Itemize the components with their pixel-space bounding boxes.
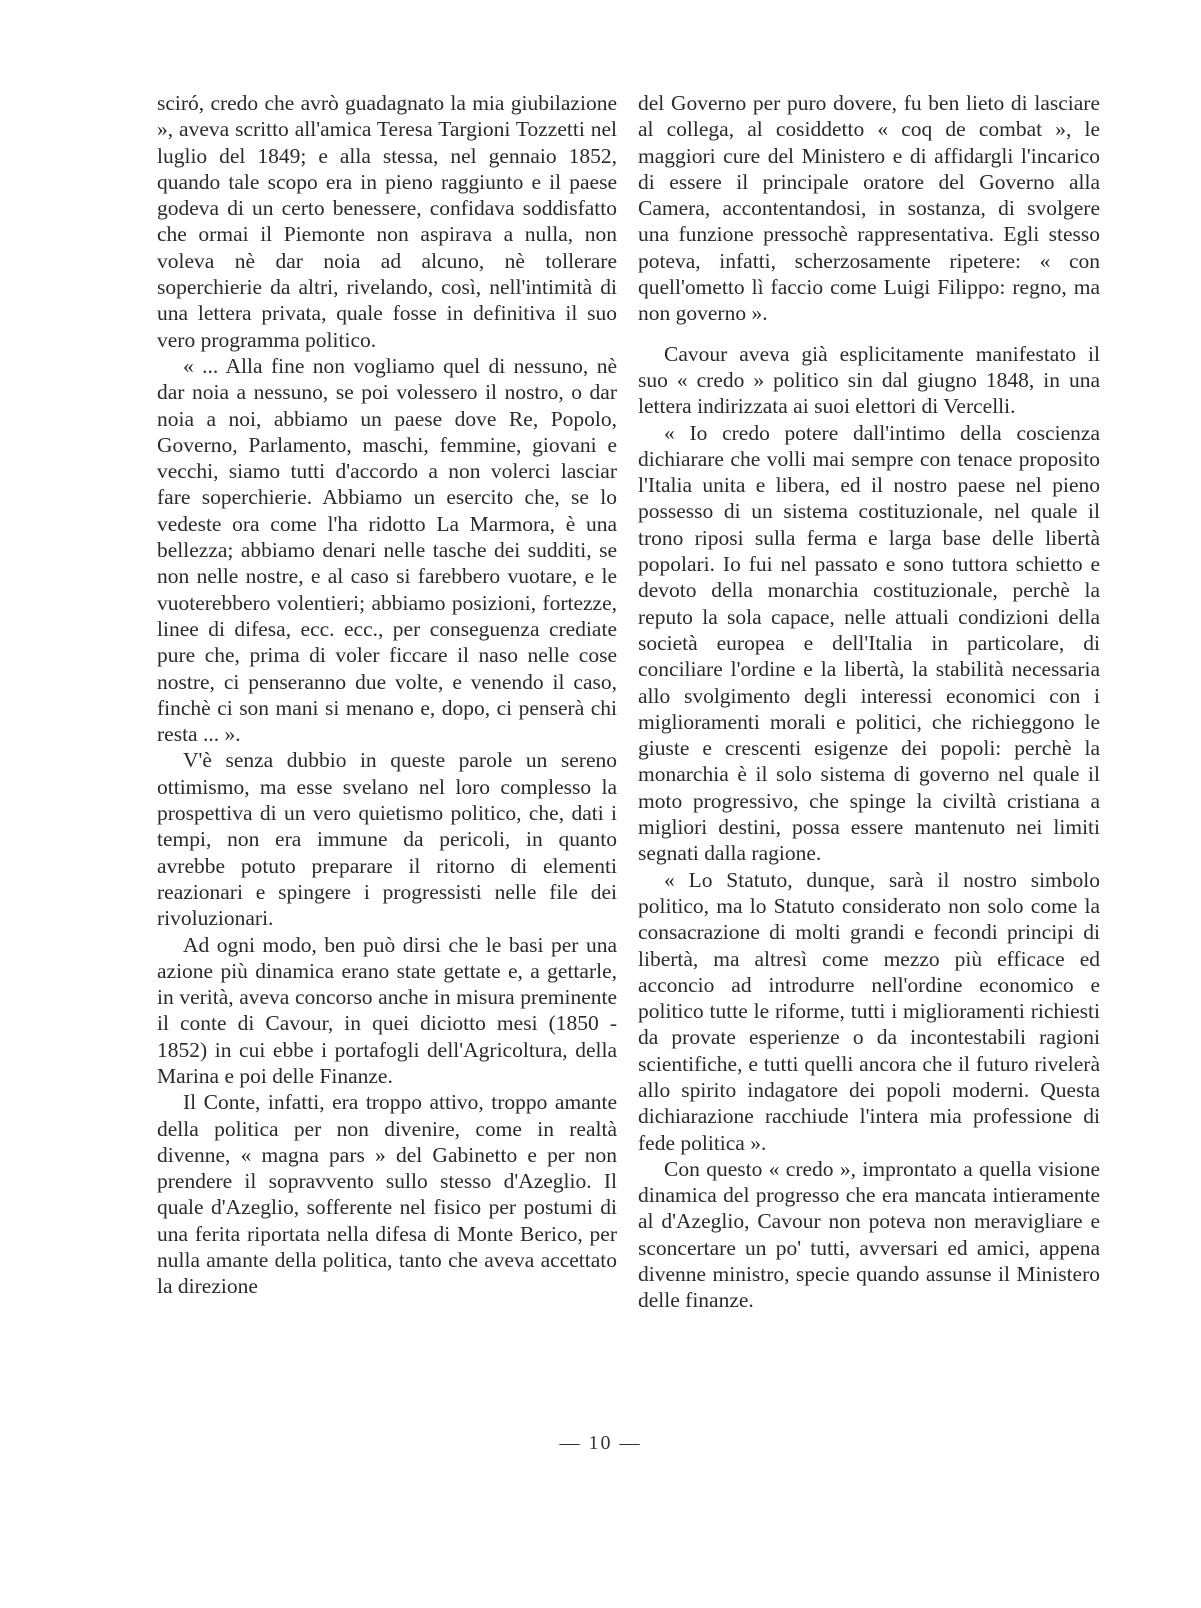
paragraph: del Governo per puro dovere, fu ben lieto di lasciare al collega, al cosiddetto « coq de combat », le maggiori cure del Ministero e di affidargli l'incarico di essere il principale oratore del Governo alla Camera, accontentandosi, in sostanza, di svolgere una funzione pressochè rappresentativa. Egli stesso poteva, infatti, scherzosamente ripetere: « con quell'ometto lì faccio come Luigi Filippo: regno, ma non governo ». [638,91,1100,326]
left-column [157,90,617,1300]
right-column [638,90,1100,1314]
paragraph-quote: « ... Alla fine non vogliamo quel di nessuno, nè dar noia a nessuno, se poi volessero il nostro, o dar noia a noi, abbiamo un paese dove Re, Popolo, Governo, Parlamento, maschi, femmine, giovani e vecchi, siamo tutti d'accordo a non volerci lasciar fare soperchierie. Abbiamo un esercito che, se lo vedeste ora come l'ha ridotto La Marmora, è una bellezza; abbiamo denari nelle tasche dei sudditi, se non nelle nostre, e al caso si farebbero vuotare, e le vuoterebbero volentieri; abbiamo posizioni, fortezze, linee di difesa, ecc. ecc., per conseguenza crediate pure che, prima di voler ficcare il naso nelle cose nostre, ci penseranno due volte, e venendo il caso, finchè ci son mani si menano e, dopo, ci penserà chi resta ... ». [157,353,617,747]
paragraph: Il Conte, infatti, era troppo attivo, troppo amante della politica per non divenire, come in realtà divenne, « magna pars » del Gabinetto e per non prendere il sopravvento sullo stesso d'Azeglio. Il quale d'Azeglio, sofferente nel fisico per postumi di una ferita riportata nella difesa di Monte Berico, per nulla amante della politica, tanto che aveva accettato la direzione [157,1090,617,1299]
paragraph-quote: « Io credo potere dall'intimo della coscienza dichiarare che volli mai sempre con tenace proposito l'Italia unita e libera, ed il nostro paese nel pieno possesso di un sistema costituzionale, nel quale il trono riposi sulla ferma e larga base delle libertà popolari. Io fui nel passato e sono tuttora schietto e devoto della monarchia costituzionale, perchè la reputo la sola capace, nelle attuali condizioni della società europea e dell'Italia in particolare, di conciliare l'ordine e la libertà, la stabilità necessaria allo svolgimento degli interessi economici con i miglioramenti morali e politici, che richieggono le giuste e crescenti esigenze dei popoli: perchè la monarchia è il solo sistema di governo nel quale il moto progressivo, che spinge la civiltà cristiana a migliori destini, possa essere mantenuto nei limiti segnati dalla ragione. [638,420,1100,866]
paragraph: V'è senza dubbio in queste parole un sereno ottimismo, ma esse svelano nel loro complesso la prospettiva di un vero quietismo politico, che, dati i tempi, non era immune da pericoli, in quanto avrebbe potuto preparare il ritorno di elementi reazionari e spingere i progressisti nelle file dei rivoluzionari. [157,748,617,931]
paragraph: Con questo « credo », improntato a quella visione dinamica del progresso che era mancata intieramente al d'Azeglio, Cavour non poteva non meravigliare e sconcertare un po' tutti, avversari ed amici, appena divenne ministro, specie quando assunse il Ministero delle finanze. [638,1156,1100,1313]
page-number: — 10 — [559,1432,642,1454]
paragraph: Cavour aveva già esplicitamente manifestato il suo « credo » politico sin dal giugno 1848, in una lettera indirizzata ai suoi elettori di Vercelli. [638,341,1100,419]
paragraph: sciró, credo che avrò guadagnato la mia giubilazione », aveva scritto all'amica Teresa Targioni Tozzetti nel luglio del 1849; e alla stessa, nel gennaio 1852, quando tale scopo era in pieno raggiunto e il paese godeva di un certo benessere, confidava soddisfatto che ormai il Piemonte non aspirava a nulla, non voleva nè dar noia ad alcuno, nè tollerare soperchierie da altri, rivelando, così, nell'intimità di una lettera privata, quale fosse in definitiva il suo vero programma politico. [157,91,617,352]
paragraph: Ad ogni modo, ben può dirsi che le basi per una azione più dinamica erano state gettate e, a gettarle, in verità, aveva concorso anche in misura preminente il conte di Cavour, in quei diciotto mesi (1850 - 1852) in cui ebbe i portafogli dell'Agricoltura, della Marina e poi delle Finanze. [157,932,617,1088]
paragraph-quote: « Lo Statuto, dunque, sarà il nostro simbolo politico, ma lo Statuto considerato non solo come la consacrazione di molti grandi e fecondi principi di libertà, ma altresì come mezzo più efficace ed acconcio ad introdurre nell'ordine economico e politico tutte le riforme, tutti i miglioramenti richiesti da provate esperienze o da incontestabili ragioni scientifiche, e tutti quelli ancora che il futuro rivelerà allo spirito indagatore dei popoli moderni. Questa dichiarazione racchiude l'intera mia professione di fede politica ». [638,867,1100,1155]
